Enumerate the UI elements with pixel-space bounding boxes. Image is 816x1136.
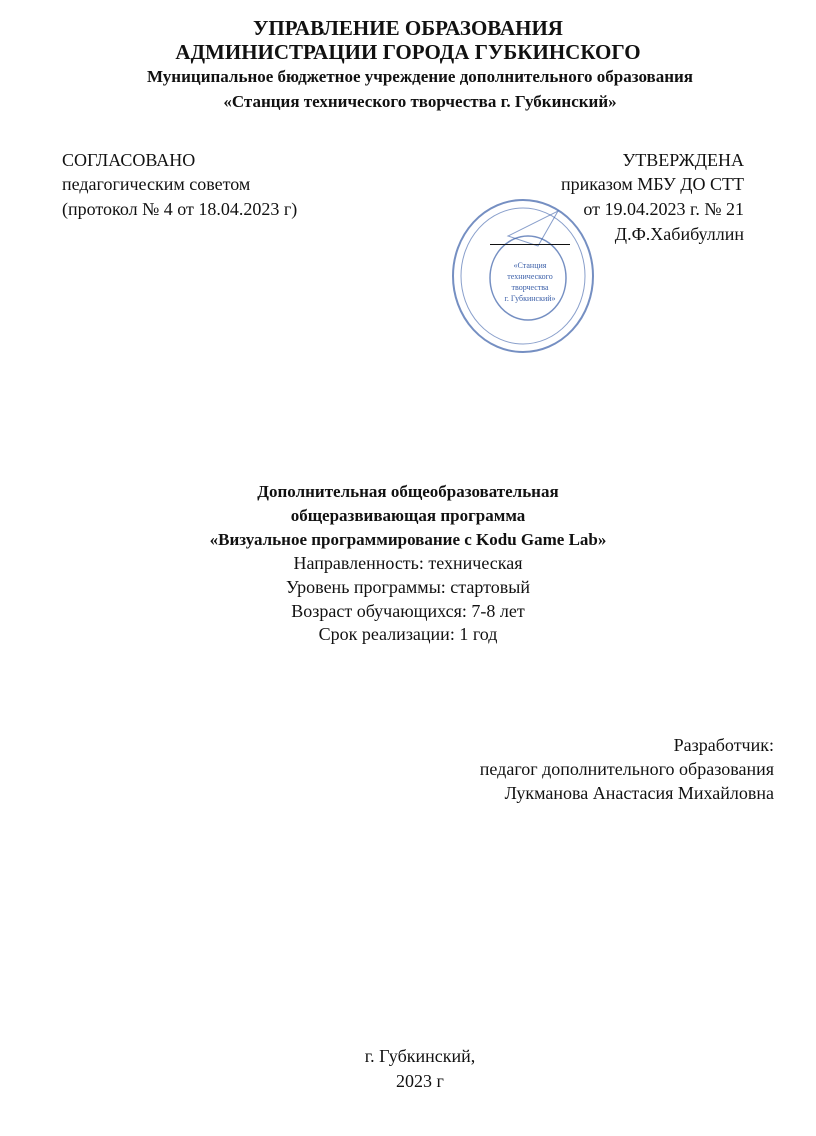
program-line-2: общеразвивающая программа: [290, 506, 526, 525]
approved-line-1: приказом МБУ ДО СТТ: [560, 174, 744, 194]
svg-text:творчества: творчества: [511, 283, 549, 292]
program-level: Уровень программы: стартовый: [286, 577, 530, 597]
program-line-1: Дополнительная общеобразовательная: [257, 482, 559, 501]
footer-year: 2023 г: [396, 1071, 444, 1091]
agreed-line-1: педагогическим советом: [62, 174, 251, 194]
program-term: Срок реализации: 1 год: [318, 624, 498, 644]
program-age: Возраст обучающихся: 7-8 лет: [291, 601, 525, 621]
program-direction: Направленность: техническая: [293, 553, 523, 573]
approved-signatory: Д.Ф.Хабибуллин: [614, 224, 744, 244]
header-line-1: УПРАВЛЕНИЕ ОБРАЗОВАНИЯ: [253, 16, 563, 40]
svg-text:г. Губкинский»: г. Губкинский»: [504, 294, 556, 303]
footer-city: г. Губкинский,: [364, 1046, 476, 1066]
signature-line: [490, 244, 570, 245]
header-line-2: АДМИНИСТРАЦИИ ГОРОДА ГУБКИНСКОГО: [175, 40, 641, 64]
developer-position: педагог дополнительного образования: [479, 759, 774, 779]
svg-text:«Станция: «Станция: [513, 261, 547, 270]
approved-line-2: от 19.04.2023 г. № 21: [583, 199, 744, 219]
header-line-3: Муниципальное бюджетное учреждение дополнительного образования: [146, 67, 693, 86]
developer-name: Лукманова Анастасия Михайловна: [504, 783, 774, 803]
svg-text:технического: технического: [507, 272, 553, 281]
agreed-title: СОГЛАСОВАНО: [62, 150, 196, 170]
official-stamp: [448, 196, 598, 356]
approved-title: УТВЕРЖДЕНА: [622, 150, 744, 170]
agreed-line-2: (протокол № 4 от 18.04.2023 г): [62, 199, 298, 219]
header-line-4: «Станция технического творчества г. Губкинский»: [223, 92, 617, 111]
program-title: «Визуальное программирование с Kodu Game Lab»: [209, 530, 607, 549]
developer-label: Разработчик:: [673, 735, 774, 755]
